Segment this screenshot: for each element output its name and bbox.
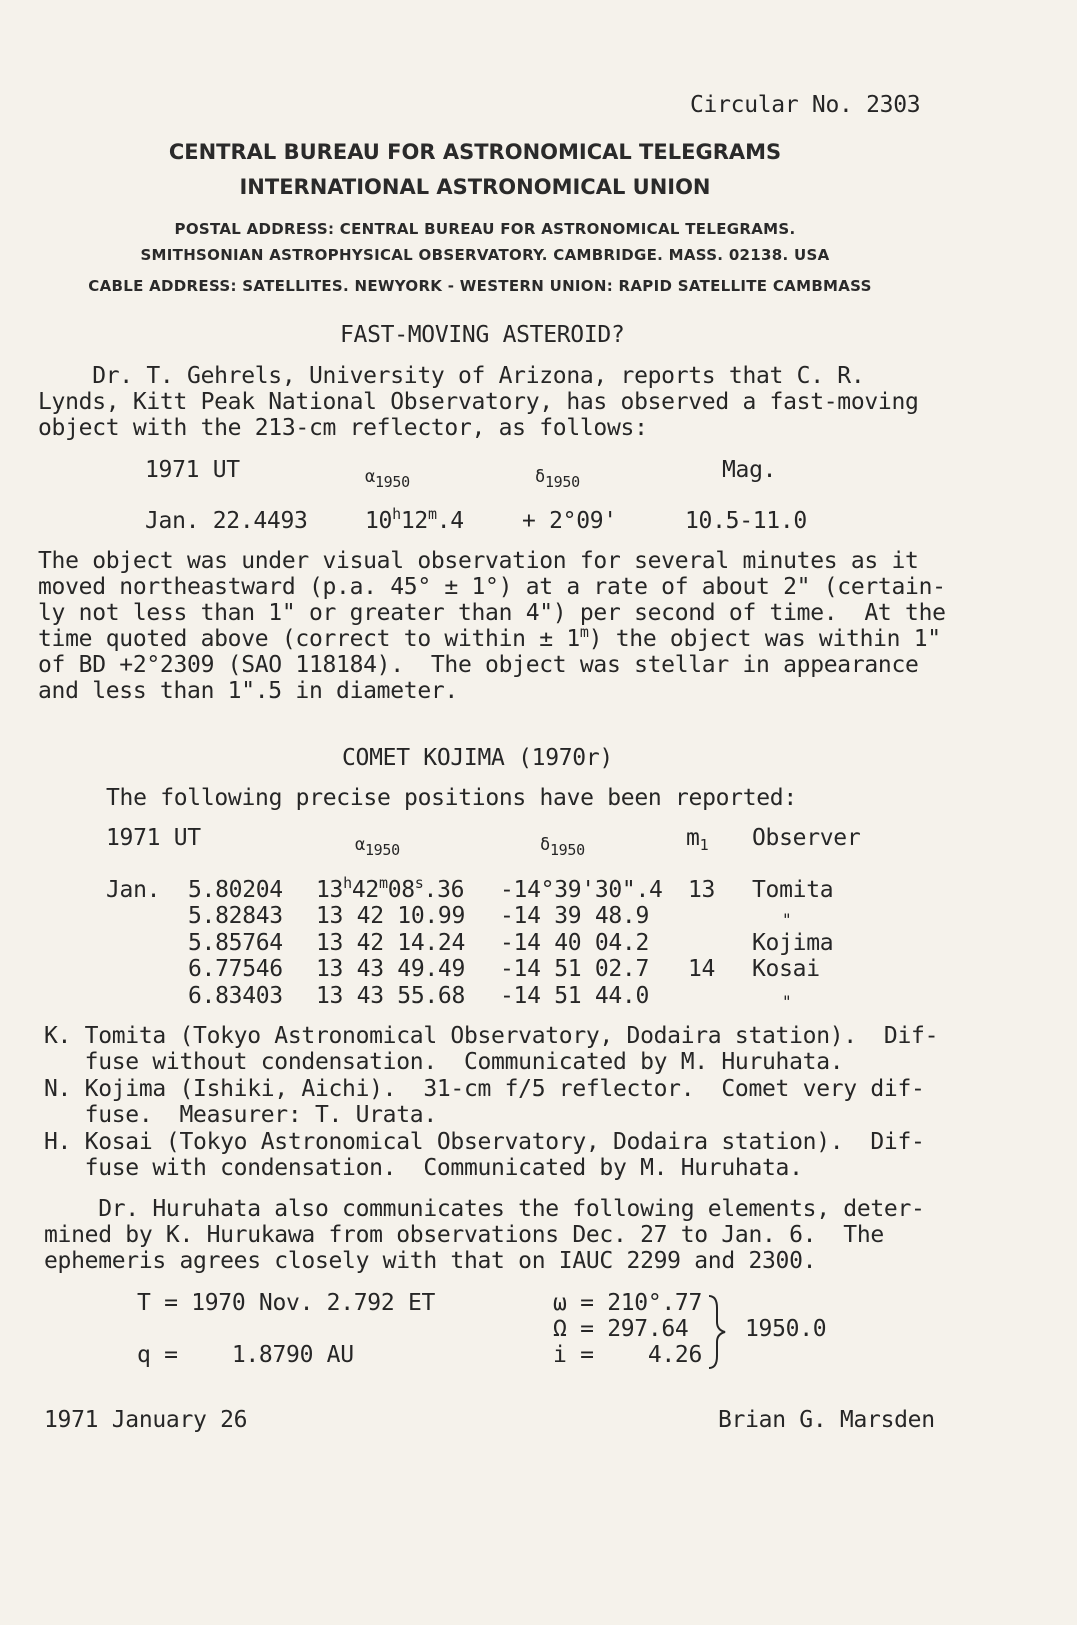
asteroid-col-time: 1971 UT — [145, 457, 240, 483]
element-equinox: 1950.0 — [745, 1316, 827, 1342]
comet-row-month: Jan. — [106, 877, 161, 903]
element-node: Ω = 297.64 — [553, 1316, 689, 1342]
asteroid-row-date: Jan. 22.4493 — [145, 508, 308, 534]
comet-row-m1: 13 — [688, 877, 716, 903]
org-title: CENTRAL BUREAU FOR ASTRONOMICAL TELEGRAMS — [168, 140, 782, 164]
asteroid-intro-3: object with the 213-cm reflector, as follows: — [38, 415, 648, 441]
element-i: i = 4.26 — [553, 1342, 703, 1368]
comet-row-observer: " — [782, 910, 792, 929]
comet-row-ra: 13 43 49.49 — [316, 956, 466, 982]
comet-row-observer: Kojima — [752, 930, 834, 956]
asteroid-row-dec: + 2°09' — [522, 508, 617, 534]
cable-address: CABLE ADDRESS: SATELLITES. NEWYORK - WESTERN UNION: RAPID SATELLITE CAMBMASS — [88, 277, 872, 295]
asteroid-col-delta: $\delta_{1950}$ — [535, 467, 580, 491]
element-T: T = 1970 Nov. 2.792 ET — [137, 1290, 436, 1316]
comet-row-day: 6.83403 — [188, 983, 283, 1009]
asteroid-body-1: The object was under visual observation for several minutes as it — [38, 548, 919, 574]
asteroid-title: FAST-MOVING ASTEROID? — [340, 322, 625, 348]
comet-row-dec: -14 51 02.7 — [500, 956, 650, 982]
comet-row-observer: Tomita — [752, 877, 834, 903]
element-omega: ω = 210°.77 — [553, 1290, 703, 1316]
asteroid-body-2: moved northeastward (p.a. 45° ± 1°) at a rate of about 2" (certain- — [38, 574, 946, 600]
asteroid-body-4: time quoted above (correct to within ± $1^m$) the object was within 1" — [38, 623, 941, 652]
comet-row-dec: -14°39'30".4 — [500, 877, 663, 903]
note-kojima-1: N. Kojima (Ishiki, Aichi). 31-cm f/5 reflector. Comet very dif- — [44, 1076, 925, 1102]
note-tomita-1: K. Tomita (Tokyo Astronomical Observatory, Dodaira station). Dif- — [44, 1023, 939, 1049]
comet-col-time: 1971 UT — [106, 825, 201, 851]
note-kosai-1: H. Kosai (Tokyo Astronomical Observatory, Dodaira station). Dif- — [44, 1129, 925, 1155]
comet-row-day: 6.77546 — [188, 956, 283, 982]
comet-row-day: 5.80204 — [188, 877, 283, 903]
asteroid-col-alpha: $\alpha_{1950}$ — [365, 467, 410, 491]
elements-intro-1: Dr. Huruhata also communicates the following elements, deter- — [44, 1196, 925, 1222]
comet-row-ra: 13 42 14.24 — [316, 930, 466, 956]
comet-col-alpha: $\alpha_{1950}$ — [355, 835, 400, 859]
postal-address-2: SMITHSONIAN ASTROPHYSICAL OBSERVATORY. CAMBRIDGE. MASS. 02138. USA — [140, 246, 830, 264]
brace-icon — [703, 1292, 727, 1372]
comet-row-dec: -14 51 44.0 — [500, 983, 650, 1009]
note-kojima-2: fuse. Measurer: T. Urata. — [44, 1102, 437, 1128]
comet-row-ra: 13 42 10.99 — [316, 903, 466, 929]
comet-row-observer: Kosai — [752, 956, 820, 982]
comet-row-dec: -14 40 04.2 — [500, 930, 650, 956]
asteroid-body-6: and less than 1".5 in diameter. — [38, 678, 458, 704]
comet-row-ra: 13 43 55.68 — [316, 983, 466, 1009]
note-kosai-2: fuse with condensation. Communicated by M. Huruhata. — [44, 1155, 803, 1181]
asteroid-row-ra: 10$^h$12$^m$.4 — [365, 505, 464, 534]
comet-row-ra: 13$^h$42$^m$08$^s$.36 — [316, 874, 465, 903]
footer-date: 1971 January 26 — [44, 1407, 248, 1433]
comet-col-m1: $m_1$ — [686, 825, 709, 854]
comet-title: COMET KOJIMA (1970r) — [342, 745, 613, 771]
asteroid-body-5: of BD +2°2309 (SAO 118184). The object was stellar in appearance — [38, 652, 919, 678]
elements-intro-3: ephemeris agrees closely with that on IAUC 2299 and 2300. — [44, 1248, 817, 1274]
element-q: q = 1.8790 AU — [137, 1342, 354, 1368]
comet-col-observer: Observer — [752, 825, 861, 851]
asteroid-col-mag: Mag. — [722, 457, 777, 483]
comet-row-day: 5.82843 — [188, 903, 283, 929]
footer-author: Brian G. Marsden — [718, 1407, 935, 1433]
note-tomita-2: fuse without condensation. Communicated by M. Huruhata. — [44, 1049, 844, 1075]
comet-intro: The following precise positions have been reported: — [106, 785, 797, 811]
org-subtitle: INTERNATIONAL ASTRONOMICAL UNION — [239, 175, 711, 199]
comet-row-observer: " — [782, 992, 792, 1011]
asteroid-intro-2: Lynds, Kitt Peak National Observatory, has observed a fast-moving — [38, 389, 919, 415]
asteroid-body-3: ly not less than 1" or greater than 4") per second of time. At the — [38, 600, 946, 626]
elements-intro-2: mined by K. Hurukawa from observations Dec. 27 to Jan. 6. The — [44, 1222, 884, 1248]
comet-col-delta: $\delta_{1950}$ — [540, 835, 585, 859]
circular-number: Circular No. 2303 — [690, 92, 921, 118]
asteroid-intro-1: Dr. T. Gehrels, University of Arizona, reports that C. R. — [38, 363, 865, 389]
comet-row-day: 5.85764 — [188, 930, 283, 956]
postal-address-1: POSTAL ADDRESS: CENTRAL BUREAU FOR ASTRONOMICAL TELEGRAMS. — [174, 220, 796, 238]
comet-row-m1: 14 — [688, 956, 716, 982]
asteroid-row-mag: 10.5-11.0 — [685, 508, 807, 534]
comet-row-dec: -14 39 48.9 — [500, 903, 650, 929]
